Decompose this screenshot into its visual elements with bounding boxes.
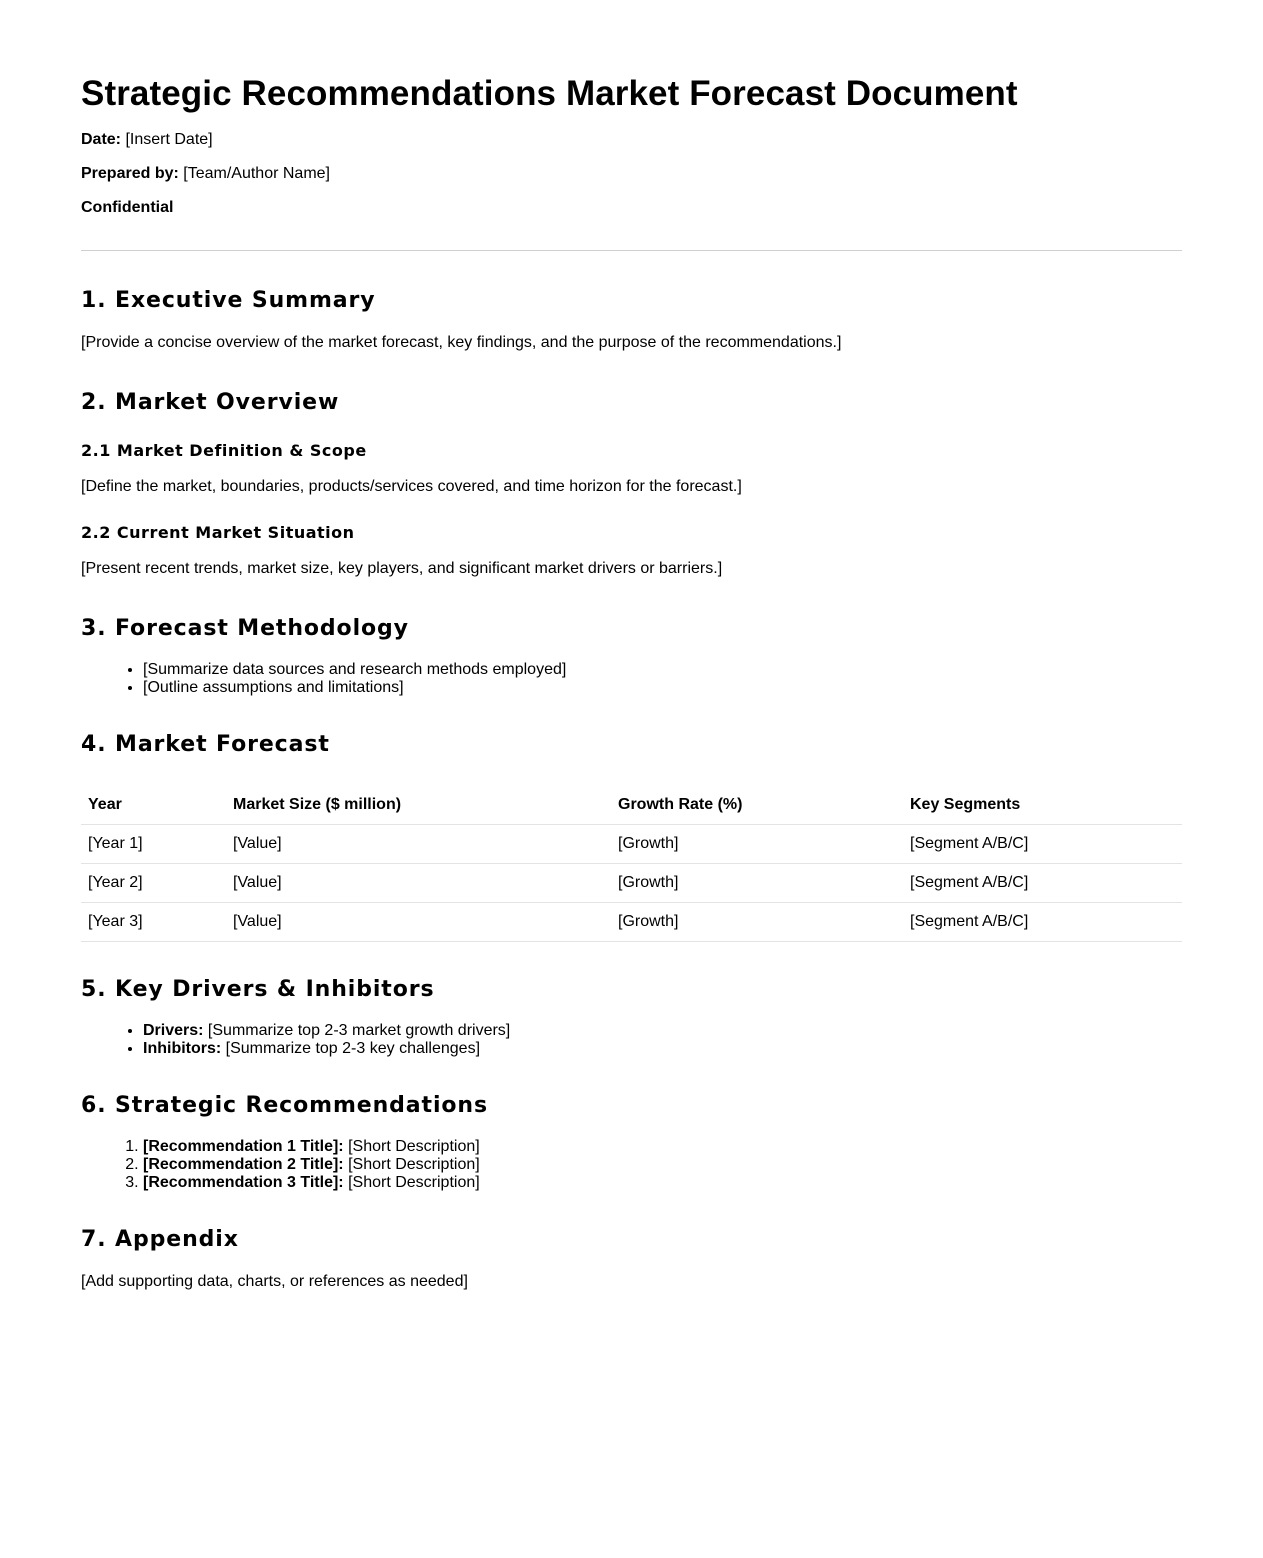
inhibitors-item-text: [Summarize top 2-3 key challenges]	[221, 1040, 481, 1057]
recommendation-description: [Short Description]	[343, 1138, 480, 1155]
cell-market-size: [Value]	[226, 903, 611, 942]
methodology-item: • [Outline assumptions and limitations]	[143, 679, 1182, 697]
header-divider	[81, 250, 1182, 251]
recommendation-title: [Recommendation 3 Title]:	[143, 1174, 344, 1191]
methodology-list	[81, 661, 1182, 697]
document-page	[81, 0, 1182, 1292]
market-definition-heading: 2.1 Market Definition & Scope	[81, 441, 367, 460]
document-title: Strategic Recommendations Market Forecast Document	[81, 74, 1018, 113]
cell-key-segments: [Segment A/B/C]	[903, 864, 1182, 903]
prepared-by-value: [Team/Author Name]	[183, 165, 330, 182]
market-definition-text: [Define the market, boundaries, products/services covered, and time horizon for the forecast.]	[81, 478, 742, 495]
inhibitors-item-label: Inhibitors:	[143, 1040, 222, 1057]
market-situation-heading: 2.2 Current Market Situation	[81, 523, 355, 542]
date-line	[81, 130, 1182, 150]
cell-growth-rate: [Growth]	[611, 903, 903, 942]
recommendation-title: [Recommendation 1 Title]:	[143, 1138, 344, 1155]
forecast-table	[81, 785, 1182, 942]
column-header-year: Year	[81, 785, 226, 825]
market-overview-section	[81, 389, 1182, 417]
table-row	[81, 864, 1182, 903]
recommendation-description: [Short Description]	[343, 1174, 480, 1191]
cell-key-segments: [Segment A/B/C]	[903, 903, 1182, 942]
table-row	[81, 825, 1182, 864]
drivers-section	[81, 976, 1182, 1058]
cell-year: [Year 2]	[81, 864, 226, 903]
column-header-market-size: Market Size ($ million)	[226, 785, 611, 825]
cell-market-size: [Value]	[226, 825, 611, 864]
appendix-heading: 7. Appendix	[81, 1227, 239, 1252]
recommendation-description: [Short Description]	[343, 1156, 480, 1173]
recommendations-list	[81, 1138, 1182, 1192]
market-forecast-heading: 4. Market Forecast	[81, 732, 330, 757]
market-overview-heading: 2. Market Overview	[81, 390, 340, 415]
date-value: [Insert Date]	[125, 131, 213, 148]
inhibitors-item	[143, 1040, 1182, 1058]
drivers-heading: 5. Key Drivers & Inhibitors	[81, 977, 435, 1002]
cell-key-segments: [Segment A/B/C]	[903, 825, 1182, 864]
market-situation-subsection	[81, 523, 1182, 579]
table-row	[81, 903, 1182, 942]
recommendations-heading: 6. Strategic Recommendations	[81, 1093, 488, 1118]
executive-summary-heading: 1. Executive Summary	[81, 288, 376, 313]
appendix-section	[81, 1226, 1182, 1292]
executive-summary-text: [Provide a concise overview of the market forecast, key findings, and the purpose of the recommendations.]	[81, 334, 842, 351]
drivers-item	[143, 1022, 1182, 1040]
cell-growth-rate: [Growth]	[611, 864, 903, 903]
market-situation-text: [Present recent trends, market size, key players, and significant market drivers or barriers.]	[81, 560, 723, 577]
methodology-heading: 3. Forecast Methodology	[81, 616, 409, 641]
confidential-label: Confidential	[81, 199, 174, 216]
recommendations-section	[81, 1092, 1182, 1192]
recommendation-item	[143, 1138, 1182, 1156]
appendix-text: [Add supporting data, charts, or references as needed]	[81, 1273, 468, 1290]
column-header-growth-rate: Growth Rate (%)	[611, 785, 903, 825]
prepared-by-label: Prepared by:	[81, 165, 179, 182]
recommendation-title: [Recommendation 2 Title]:	[143, 1156, 344, 1173]
executive-summary-section	[81, 287, 1182, 353]
cell-year: [Year 3]	[81, 903, 226, 942]
methodology-item: • [Summarize data sources and research methods employed]	[143, 661, 1182, 679]
methodology-section	[81, 615, 1182, 697]
table-header-row	[81, 785, 1182, 825]
cell-year: [Year 1]	[81, 825, 226, 864]
market-forecast-section	[81, 731, 1182, 942]
recommendation-item	[143, 1174, 1182, 1192]
market-definition-subsection	[81, 441, 1182, 497]
cell-market-size: [Value]	[226, 864, 611, 903]
recommendation-item	[143, 1156, 1182, 1174]
drivers-item-label: Drivers:	[143, 1022, 204, 1039]
date-label: Date:	[81, 131, 122, 148]
drivers-item-text: [Summarize top 2-3 market growth drivers]	[203, 1022, 511, 1039]
column-header-key-segments: Key Segments	[903, 785, 1182, 825]
drivers-list	[81, 1022, 1182, 1058]
cell-growth-rate: [Growth]	[611, 825, 903, 864]
prepared-by-line	[81, 164, 1182, 184]
